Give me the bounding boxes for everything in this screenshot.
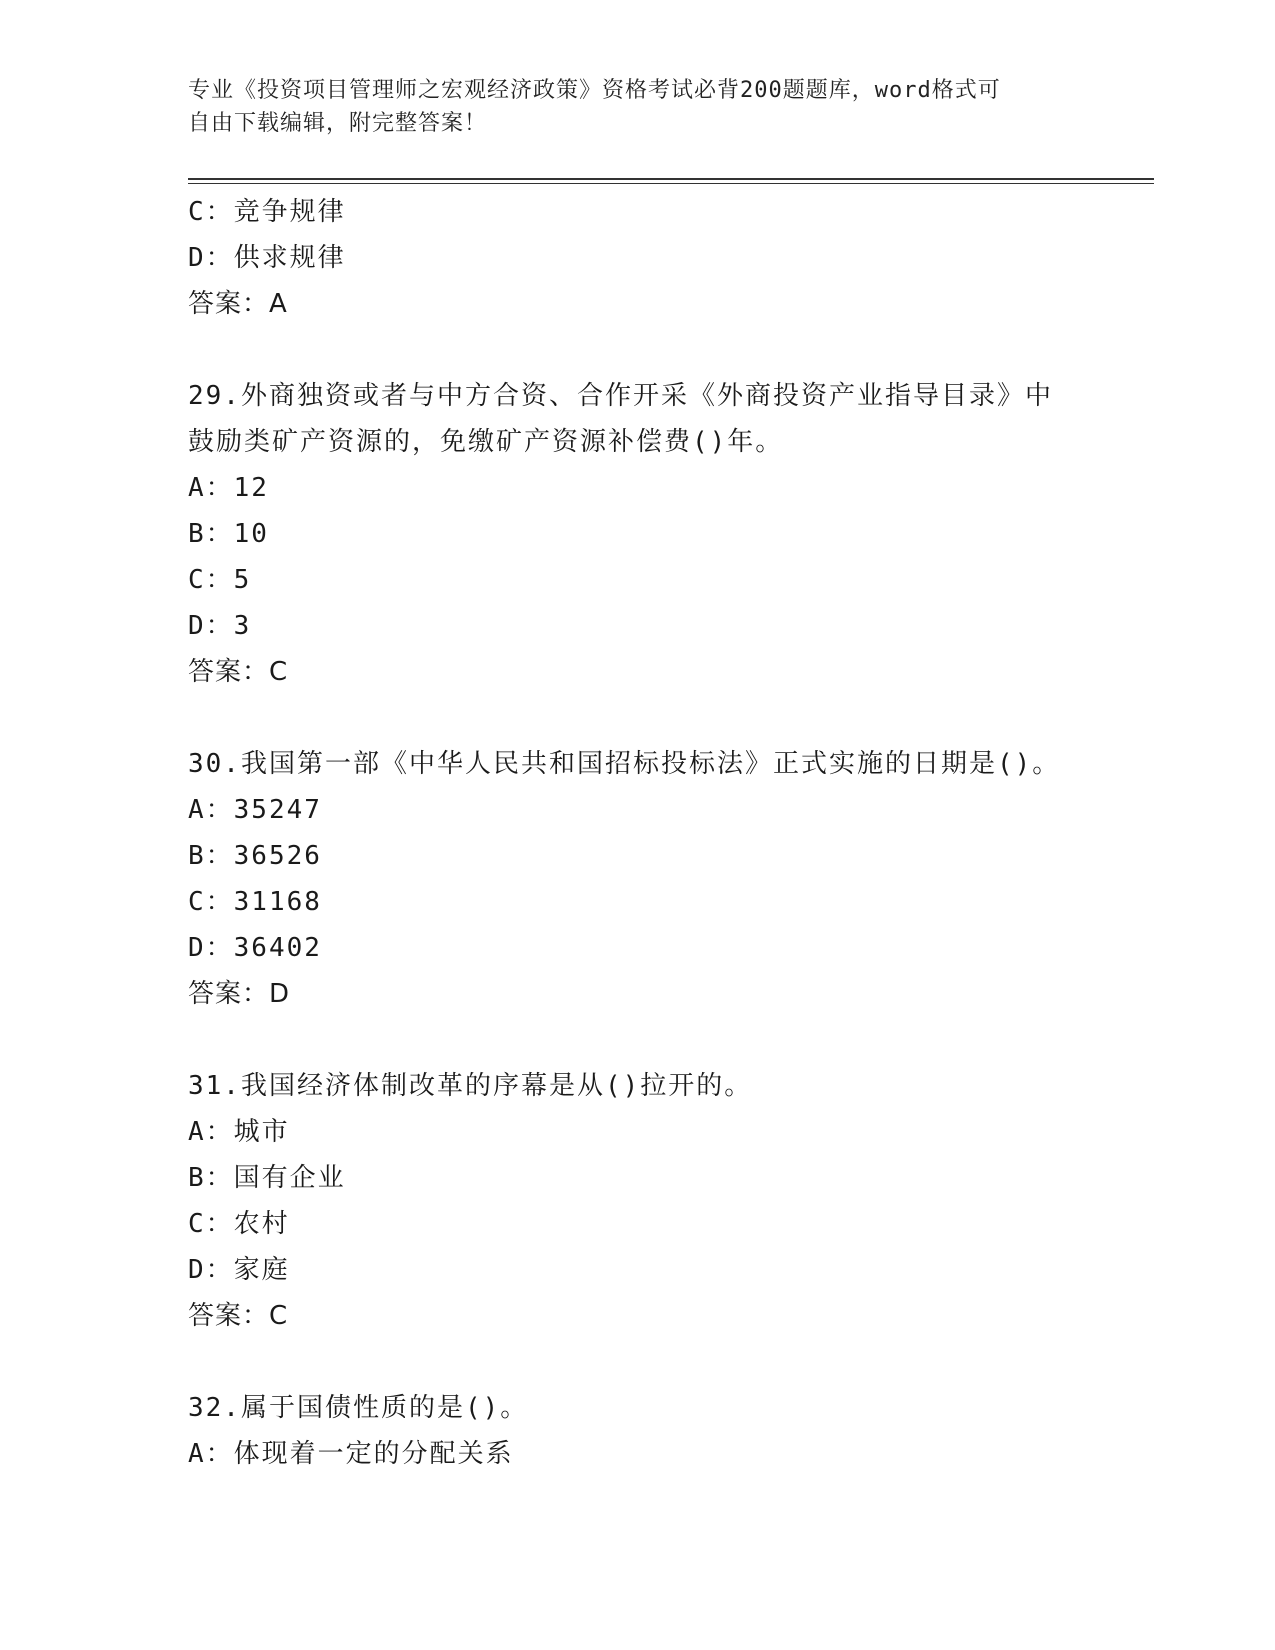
option-text: 供求规律 — [233, 243, 346, 273]
question-28-continuation — [188, 189, 1088, 327]
spacer — [188, 1017, 1088, 1063]
option-d — [188, 925, 1088, 971]
question-stem: 30.我国第一部《中华人民共和国招标投标法》正式实施的日期是()。 — [188, 749, 1061, 779]
question-31 — [188, 1063, 1088, 1339]
option-text: 3 — [233, 611, 252, 641]
option-text: 36526 — [233, 841, 322, 871]
option-c — [188, 1201, 1088, 1247]
answer-value: C — [269, 657, 289, 687]
option-text: 5 — [233, 565, 252, 595]
option-d — [188, 1247, 1088, 1293]
spacer — [188, 1339, 1088, 1385]
header-rule-thin — [188, 183, 1154, 184]
header-line-1: 专业《投资项目管理师之宏观经济政策》资格考试必背200题题库，word格式可 — [188, 78, 1001, 103]
question-stem: 32.属于国债性质的是()。 — [188, 1393, 529, 1423]
option-label: A： — [188, 1439, 234, 1469]
answer-value: C — [269, 1301, 289, 1331]
answer-label: 答案： — [188, 979, 270, 1009]
option-label: B： — [188, 519, 234, 549]
question-30 — [188, 741, 1088, 1017]
option-label: B： — [188, 1163, 234, 1193]
option-label: D： — [188, 933, 234, 963]
option-label: C： — [188, 565, 234, 595]
option-text: 家庭 — [233, 1255, 290, 1285]
option-c — [188, 189, 1088, 235]
question-32 — [188, 1385, 1088, 1477]
option-a — [188, 787, 1088, 833]
option-label: B： — [188, 841, 234, 871]
option-label: C： — [188, 1209, 234, 1239]
question-stem-continued: 鼓励类矿产资源的，免缴矿产资源补偿费()年。 — [188, 427, 784, 457]
option-label: D： — [188, 243, 234, 273]
option-a — [188, 1109, 1088, 1155]
option-text: 35247 — [233, 795, 322, 825]
option-b — [188, 511, 1088, 557]
answer-line — [188, 649, 1088, 695]
header-line-2: 自由下载编辑，附完整答案！ — [188, 111, 488, 136]
option-text: 12 — [233, 473, 269, 503]
option-d — [188, 603, 1088, 649]
option-c — [188, 879, 1088, 925]
option-d — [188, 235, 1088, 281]
question-29 — [188, 373, 1088, 695]
option-c — [188, 557, 1088, 603]
option-text: 体现着一定的分配关系 — [233, 1439, 514, 1469]
document-body — [188, 189, 1088, 1477]
option-text: 36402 — [233, 933, 322, 963]
answer-value: A — [269, 289, 288, 319]
answer-line — [188, 281, 1088, 327]
answer-value: D — [269, 979, 291, 1009]
option-a — [188, 465, 1088, 511]
answer-label: 答案： — [188, 1301, 270, 1331]
answer-label: 答案： — [188, 657, 270, 687]
option-b — [188, 1155, 1088, 1201]
spacer — [188, 695, 1088, 741]
answer-line — [188, 1293, 1088, 1339]
option-label: C： — [188, 197, 234, 227]
spacer — [188, 327, 1088, 373]
option-label: C： — [188, 887, 234, 917]
question-stem: 31.我国经济体制改革的序幕是从()拉开的。 — [188, 1071, 753, 1101]
question-stem: 29.外商独资或者与中方合资、合作开采《外商投资产业指导目录》中 — [188, 381, 1053, 411]
answer-line — [188, 971, 1088, 1017]
option-b — [188, 833, 1088, 879]
option-label: A： — [188, 795, 234, 825]
option-text: 城市 — [233, 1117, 290, 1147]
option-a — [188, 1431, 1088, 1477]
option-label: A： — [188, 1117, 234, 1147]
option-label: A： — [188, 473, 234, 503]
answer-label: 答案： — [188, 289, 270, 319]
option-text: 10 — [233, 519, 269, 549]
option-label: D： — [188, 611, 234, 641]
option-text: 国有企业 — [233, 1163, 346, 1193]
document-header — [188, 74, 1088, 140]
header-rule-thick — [188, 178, 1154, 180]
option-text: 31168 — [233, 887, 322, 917]
option-text: 竞争规律 — [233, 197, 346, 227]
option-label: D： — [188, 1255, 234, 1285]
option-text: 农村 — [233, 1209, 290, 1239]
